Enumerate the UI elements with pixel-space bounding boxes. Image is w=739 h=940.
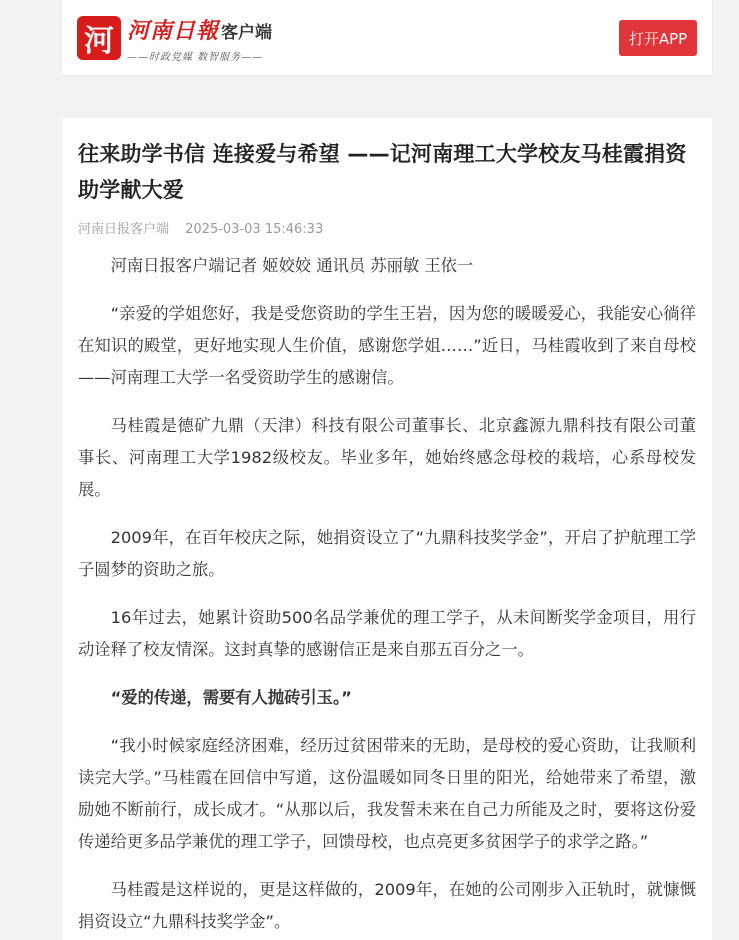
paragraph: 2009年，在百年校庆之际，她捐资设立了“九鼎科技奖学金”，开启了护航理工学子圆梦的资助之旅。 <box>78 528 696 579</box>
article-title: 往来助学书信 连接爱与希望 ——记河南理工大学校友马桂霞捐资助学献大爱 <box>78 142 687 202</box>
article-body <box>78 250 696 938</box>
paragraph: 河南日报客户端记者 姬姣姣 通讯员 苏丽敏 王依一 <box>110 256 474 275</box>
logo-slogan: ——时政党媒 数智服务—— <box>127 51 264 63</box>
top-header <box>62 0 712 75</box>
logo-mark: 河 <box>77 16 121 60</box>
paragraph: 马桂霞是这样说的，更是这样做的，2009年，在她的公司刚步入正轨时，就慷慨捐资设立“九鼎科技奖学金”。 <box>78 880 696 931</box>
open-app-button[interactable]: 打开APP <box>619 20 697 56</box>
logo-brand: 河南日報 <box>127 17 220 44</box>
paragraph: 马桂霞是德矿九鼎（天津）科技有限公司董事长、北京鑫源九鼎科技有限公司董事长、河南理工大学1982级校友。毕业多年，她始终感念母校的栽培，心系母校发展。 <box>78 416 696 499</box>
paragraph-quote-heading: “爱的传递，需要有人抛砖引玉。” <box>110 688 352 707</box>
logo-suffix: 客户端 <box>221 22 273 43</box>
paragraph: “亲爱的学姐您好，我是受您资助的学生王岩，因为您的暖暖爱心，我能安心徜徉在知识的殿堂，更好地实现人生价值，感谢您学姐……”近日，马桂霞收到了来自母校——河南理工大学一名受资助学生的感谢信。 <box>78 304 696 387</box>
article-card <box>62 118 712 940</box>
article-timestamp: 2025-03-03 15:46:33 <box>185 222 324 237</box>
logo-name <box>127 14 272 45</box>
paragraph: “我小时候家庭经济困难，经历过贫困带来的无助，是母校的爱心资助，让我顺利读完大学。”马桂霞在回信中写道，这份温暖如同冬日里的阳光，给她带来了希望，激励她不断前行，成长成才。“从那以后，我发誓未来在自己力所能及之时，要将这份爱传递给更多品学兼优的理工学子，回馈母校，也点亮更多贫困学子的求学之路。” <box>78 736 696 851</box>
article-meta <box>78 218 696 237</box>
logo-text <box>127 14 272 63</box>
paragraph: 16年过去，她累计资助500名品学兼优的理工学子，从未间断奖学金项目，用行动诠释了校友情深。这封真挚的感谢信正是来自那五百分之一。 <box>78 608 696 659</box>
henan-daily-logo[interactable] <box>77 14 272 62</box>
article-source: 河南日报客户端 <box>78 222 170 237</box>
